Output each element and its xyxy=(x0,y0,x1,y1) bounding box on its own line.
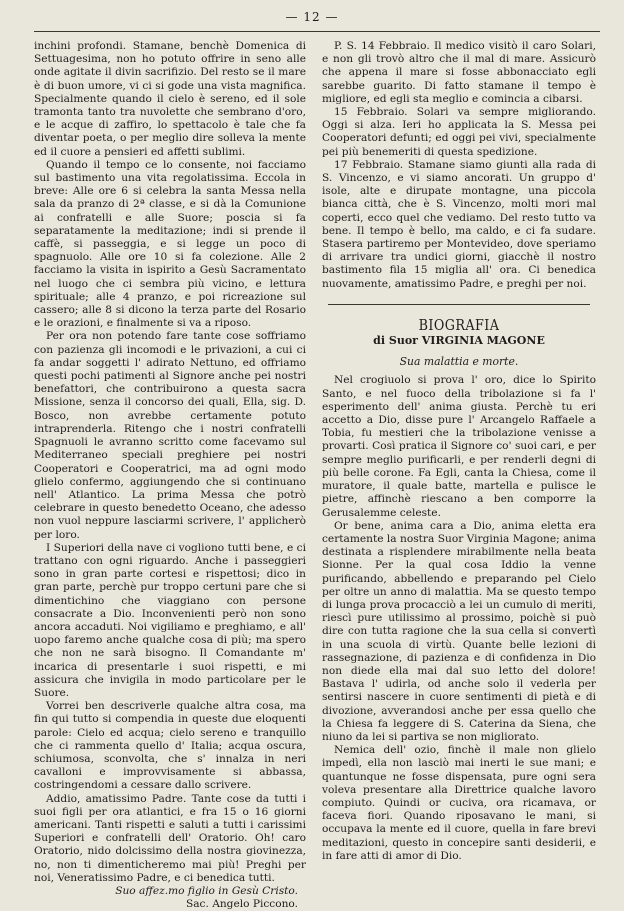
biography-paragraph: Or bene, anima cara a Dio, anima eletta era certamente la nostra Suor Virginia Magone; anima destinata a risplendere mirabilmente nella beata Sionne. Per la qual cosa Iddio la venne purificando, abbellendo e preparando pel Cielo per oltre un anno di malattia. Ma se questo tempo di lunga prova procacciò a lei un cumulo di meriti, riescì pure utilissimo al prossimo, poichè si può dire con tutta ragione che la sua cella si convertì in una scuola di virtù. Quante belle lezioni di rassegnazione, di pazienza e di confidenza in Dio non diede ella mai dal suo letto del dolore! Bastava l' udirla, od anche solo il vederla per sentirsi nascere in cuore sentimenti di pietà e di divozione, avverandosi anche per essa quello che la Chiesa fa leggere di S. Caterina da Siena, che niuno da lei si partiva se non migliorato. xyxy=(322,519,596,743)
signature-line: Suo affez.mo figlio in Gesù Cristo. xyxy=(115,885,298,897)
letter-paragraph: Quando il tempo ce lo consente, noi facciamo sul bastimento una vita regolatissima. Eccola in breve: Alle ore 6 si celebra la santa Messa nella sala da pranzo di 2ª classe, e si dà la Comunione ai confratelli e alle Suore; poscia si fa separatamente la meditazione; indi si prende il caffè, si passeggia, e si legge un poco di spagnuolo. Alle ore 10 si fa colezione. Alle 2 facciamo la visita in ispirito a Gesù Sacramentato nel luogo che ci sembra più vicino, e lettura spirituale; alle 4 pranzo, e poi ricreazione sul cassero; alle 8 si dicono la terza parte del Rosario e le orazioni, e finalmente si va a riposo. xyxy=(34,158,306,330)
page-number: — 12 — xyxy=(285,10,339,24)
letter-paragraph: Addio, amatissimo Padre. Tante cose da tutti i suoi figli per ora atlantici, e fra 15 o 16 giorni americani. Tanti rispetti e saluti a tutti i carissimi Superiori e confratelli dell' Oratorio. Oh! caro Oratorio, nido dolcissimo della nostra giovinezza, no, non ti dimenticheremo mai più! Preghi per noi, Veneratissimo Padre, e ci benedica tutti. xyxy=(34,792,306,884)
biography-section-heading: Sua malattia e morte. xyxy=(399,355,519,369)
biography-paragraph: Nemica dell' ozio, finchè il male non glielo impedì, ella non lasciò mai inerti le sue mani; e quantunque ne fosse dispensata, pure ogni sera voleva presentare alla Direttrice qualche lavoro compiuto. Quindi or cuciva, ora ricamava, or faceva fiori. Quando riposavano le mani, si occupava la mente ed il cuore, quella in fare brevi meditazioni, questo in concepire santi desiderii, e in fare atti di amor di Dio. xyxy=(322,744,596,862)
section-divider xyxy=(328,304,590,305)
biography-subtitle: di Suor VIRGINIA MAGONE xyxy=(373,334,545,348)
postscript-paragraph: 17 Febbraio. Stamane siamo giunti alla rada di S. Vincenzo, e vi siamo ancorati. Un gruppo d' isole, alte e dirupate montagne, una piccola bianca città, che è S. Vincenzo, molti mori mal coperti, ecco quel che vediamo. Del resto tutto va bene. Il tempo è bello, ma caldo, e ci fa sudare. Stasera partiremo per Montevideo, dove speriamo di arrivare tra undici giorni, giacchè il nostro bastimento fila 15 miglia all' ora. Ci benedica nuovamente, amatissimo Padre, e preghi per noi. xyxy=(322,158,596,290)
letter-paragraph: Vorrei ben descriverle qualche altra cosa, ma fin qui tutto si compendia in queste due eloquenti parole: Cielo ed acqua; cielo sereno e tranquillo che ci rammenta quello d' Italia; acqua oscura, schiumosa, sconvolta, che s' innalza in neri cavalloni e improvvisamente si abbassa, costringendomi a cessare dallo scrivere. xyxy=(34,700,306,792)
biography-title: BIOGRAFIA xyxy=(418,315,500,334)
letter-paragraph: Per ora non potendo fare tante cose soffriamo con pazienza gli incomodi e le privazioni, a cui ci fa andar soggetti l' adirato Nettuno, ed offriamo questi pochi patimenti al Signore anche pei nostri benefattori, che contribuirono a questa sacra Missione, senza il concorso dei quali, Ella, sig. D. Bosco, non avrebbe certamente potuto intraprenderla. Ritengo che i nostri confratelli Spagnuoli le avranno scritto come facevamo sul Mediterraneo speciali preghiere pei nostri Cooperatori e Cooperatrici, ma ad ogni modo glielo confermo, aggiungendo che si continuano nell' Atlantico. La prima Messa che potrò celebrare in questo benedetto Oceano, che adesso non vuol neppure lasciarmi scrivere, l' applicherò per loro. xyxy=(34,330,306,541)
signature-name: Sac. Angelo Piccono. xyxy=(185,898,298,911)
right-column xyxy=(322,40,596,863)
header-rule xyxy=(34,31,600,32)
postscript-paragraph: P. S. 14 Febbraio. Il medico visitò il caro Solari, e non gli trovò altro che il mal di mare. Assicurò che appena il mare si fosse abbonacciato egli sarebbe guarito. Di fatto stamane il tempo è migliore, ed egli sta meglio e comincia a cibarsi. xyxy=(322,40,596,105)
left-column xyxy=(34,40,306,911)
postscript-paragraph: 15 Febbraio. Solari va sempre migliorando. Oggi si alza. Ieri ho applicata la S. Messa pei Cooperatori defunti; ed oggi pei vivi, specialmente pei più benemeriti di questa spedizione. xyxy=(322,106,596,158)
letter-paragraph: I Superiori della nave ci vogliono tutti bene, e ci trattano con ogni riguardo. Anche i passeggieri sono in gran parte cortesi e rispettosi; dico in gran parte, perchè pur troppo certuni pare che si dimentichino che viaggiano con persone consacrate a Dio. Inconvenienti però non sono ancora accaduti. Noi vigiliamo e preghiamo, e all' uopo faremo anche qualche cosa di più; ma spero che non ne sarà bisogno. Il Comandante m' incarica di presentarle i suoi rispetti, e mi assicura che invigila in modo particolare per le Suore. xyxy=(34,541,306,699)
letter-paragraph: inchini profondi. Stamane, benchè Domenica di Settuagesima, non ho potuto offrire in seno alle onde agitate il divin sacrifizio. Del resto se il mare è di buon umore, vi ci si gode una vista magnifica. Specialmente quando il cielo è sereno, ed il sole tramonta tanto tra nuvolette che sembrano d'oro, e le acque di zaffiro, lo spettacolo è tale che fa diventar poeta, o per meglio dire solleva la mente ed il cuore a pensieri ed affetti sublimi. xyxy=(34,40,306,158)
biography-paragraph: Nel crogiuolo si prova l' oro, dice lo Spirito Santo, e nel fuoco della tribolazione si fa l' esperimento dell' anima giusta. Perchè tu eri accetto a Dio, disse pure l' Arcangelo Raffaele a Tobia, fu mestieri che la tribolazione venisse a provarti. Così pratica il Signore co' suoi cari, e per sempre meglio purificarli, e per renderli degni di più belle corone. Fa Egli, canta la Chiesa, come il muratore, il quale batte, martella e pulisce le pietre, affinchè riescano a ben comporre la Gerusalemme celeste. xyxy=(322,374,596,519)
